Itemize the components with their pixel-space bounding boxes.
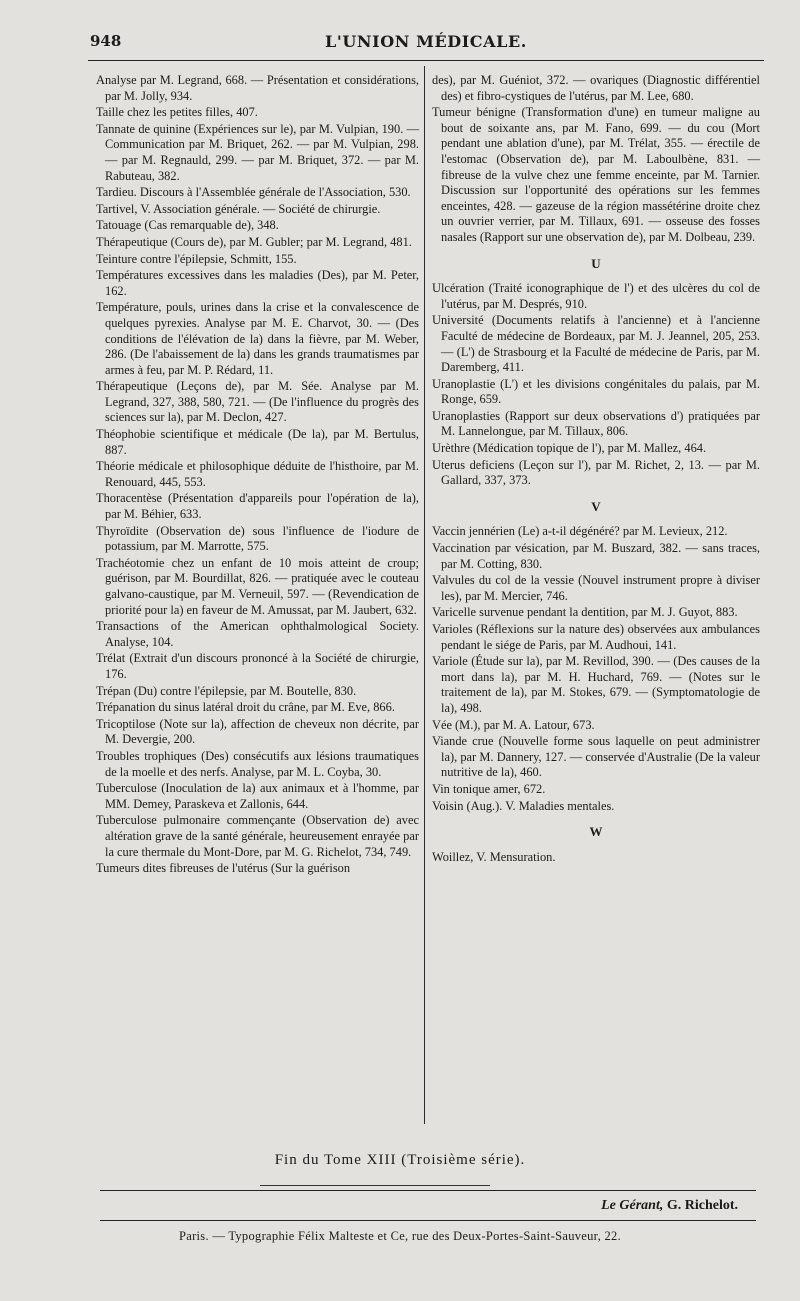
- index-entry: Thyroïdite (Observation de) sous l'influence de l'iodure de potassium, par M. Marrotte, 575.: [96, 523, 419, 554]
- index-entry: Trachéotomie chez un enfant de 10 mois atteint de croup; guérison, par M. Bourdillat, 826. — pratiquée avec le couteau galvano-caustique, par M. Verneuil, 597. — (Revendication de priorité pour la) en faveur de M. Amussat, par M. Jaubert, 632.: [96, 555, 419, 617]
- gerant-signature: [601, 1198, 738, 1214]
- index-entry: Tuberculose pulmonaire commençante (Observation de) avec altération grave de la santé générale, heureusement enrayée par la cure thermale du Mont-Dore, par M. G. Richelot, 734, 749.: [96, 813, 419, 859]
- index-entry: Tatouage (Cas remarquable de), 348.: [96, 218, 279, 233]
- index-entry: Températures excessives dans les maladies (Des), par M. Peter, 162.: [96, 268, 419, 298]
- index-entry: Université (Documents relatifs à l'ancienne) et à l'ancienne Faculté de médecine de Bordeaux, par M. J. Jeannel, 205, 253. — (L') de Strasbourg et la Faculté de médecine de Paris, par M. Daremberg, 411.: [432, 313, 760, 375]
- index-entry: Tardieu. Discours à l'Assemblée générale de l'Association, 530.: [96, 185, 411, 200]
- index-entry: Viande crue (Nouvelle forme sous laquelle on peut administrer la), par M. Dannery, 127. — conservée d'Australie (De la valeur nutritive de la), 460.: [432, 734, 760, 780]
- index-entry: Thoracentèse (Présentation d'appareils pour l'opération de la), par M. Béhier, 633.: [96, 491, 419, 522]
- index-entry: Voisin (Aug.). V. Maladies mentales.: [432, 798, 615, 813]
- index-entry: Thérapeutique (Cours de), par M. Gubler; par M. Legrand, 481.: [96, 234, 412, 249]
- printer-imprint: Paris. — Typographie Félix Malteste et Ce, rue des Deux-Portes-Saint-Sauveur, 22.: [178, 1229, 622, 1243]
- index-entry: Vin tonique amer, 672.: [432, 781, 546, 796]
- index-entry: Tumeurs dites fibreuses de l'utérus (Sur la guérison: [96, 861, 351, 876]
- index-entry: Transactions of the American ophthalmological Society. Analyse, 104.: [96, 619, 419, 649]
- index-entry: Vaccin jennérien (Le) a-t-il dégénéré? par M. Levieux, 212.: [432, 524, 728, 539]
- index-entry: Trépan (Du) contre l'épilepsie, par M. Boutelle, 830.: [96, 683, 357, 698]
- index-entry: Uterus deficiens (Leçon sur l'), par M. Richet, 2, 13. — par M. Gallard, 337, 373.: [432, 457, 760, 488]
- index-entry: Varioles (Réflexions sur la nature des) observées aux ambulances pendant le siége de Paris, par M. Audhoui, 141.: [432, 622, 760, 652]
- section-letter-w: W: [589, 824, 603, 840]
- index-entry: Varicelle survenue pendant la dentition, par M. J. Guyot, 883.: [432, 605, 738, 620]
- gerant-name: G. Richelot.: [666, 1198, 738, 1213]
- gerant-label: Le Gérant,: [601, 1198, 664, 1213]
- section-letter-u: U: [591, 255, 601, 271]
- index-entry: Trélat (Extrait d'un discours prononcé à la Société de chirurgie, 176.: [96, 651, 419, 681]
- end-of-volume-line: Fin du Tome XIII (Troisième série).: [274, 1152, 526, 1168]
- index-entry: Valvules du col de la vessie (Nouvel instrument propre à diviser les), par M. Mercier, 746.: [432, 573, 760, 603]
- index-entry: Vaccination par vésication, par M. Buszard, 382. — sans traces, par M. Cotting, 830.: [432, 541, 760, 571]
- short-rule: [260, 1185, 490, 1186]
- index-entry: Teinture contre l'épilepsie, Schmitt, 155.: [96, 251, 297, 266]
- index-entry: Tartivel, V. Association générale. — Société de chirurgie.: [96, 201, 381, 216]
- index-entry: Woillez, V. Mensuration.: [432, 849, 556, 864]
- index-entry: Température, pouls, urines dans la crise et la convalescence de quelques pyrexies. Analyse par M. E. Charvot, 30. — (Des conditions de l'élévation de la) dans la fièvre, par M. Weber, 286. (De l'abaissement de la) dans les grands traumatismes par armes à feu, par M. P. Rédard, 11.: [96, 300, 419, 377]
- index-entry: Tumeur bénigne (Transformation d'une) en tumeur maligne au bout de soixante ans, par M. Fano, 699. — du cou (Mort pendant une ablation d'une), par M. Trélat, 355. — érectile de l'estomac (Observation de), par M. Laboulbène, 831. — fibreuse de la vulve chez une femme enceinte, par M. Tarnier. Discussion sur l'opportunité des opérations sur les femmes enceintes, 428. — gazeuse de la région massétérine droite chez un ouvrier verrier, par M. Tillaux, 691. — osseuse des fosses nasales (Rapport sur une observation de), par M. Dolbeau, 239.: [432, 105, 760, 244]
- index-entry: Troubles trophiques (Des) consécutifs aux lésions traumatiques de la moelle et des nerfs. Analyse, par M. L. Coyba, 30.: [96, 748, 419, 779]
- index-entry: Analyse par M. Legrand, 668. — Présentation et considérations, par M. Jolly, 934.: [96, 73, 419, 103]
- index-entry: Tricoptilose (Note sur la), affection de cheveux non décrite, par M. Devergie, 200.: [96, 716, 419, 747]
- page-header: [90, 32, 762, 56]
- left-column: [96, 73, 419, 878]
- index-entry: Variole (Étude sur la), par M. Revillod, 390. — (Des causes de la mort dans la), par M. H. Huchard, 769. — (Notes sur le traitement de la), par M. Stokes, 679. — (Symptomatologie de la), 498.: [432, 654, 760, 715]
- index-entry: Thérapeutique (Leçons de), par M. Sée. Analyse par M. Legrand, 327, 388, 580, 721. — (De l'influence du progrès des sciences sur la), par M. Declon, 427.: [96, 379, 419, 425]
- index-entry: Tuberculose (Inoculation de la) aux animaux et à l'homme, par MM. Demey, Paraskeva et Zallonis, 644.: [96, 781, 419, 811]
- page-number: 948: [90, 32, 122, 50]
- index-entry: Théorie médicale et philosophique déduite de l'histhoire, par M. Renouard, 445, 553.: [96, 459, 419, 489]
- index-entry: Trépanation du sinus latéral droit du crâne, par M. Eve, 866.: [96, 700, 395, 715]
- section-letter-v: V: [591, 498, 601, 514]
- index-entry: Vée (M.), par M. A. Latour, 673.: [432, 717, 595, 732]
- index-entry: des), par M. Guéniot, 372. — ovariques (Diagnostic différentiel des) et fibro-cystiques de l'utérus, par M. Lee, 680.: [432, 73, 760, 103]
- index-entry: Urèthre (Médication topique de l'), par M. Mallez, 464.: [432, 441, 707, 456]
- right-column: [432, 73, 760, 866]
- journal-title: L'UNION MÉDICALE.: [325, 32, 527, 51]
- index-entry: Ulcération (Traité iconographique de l') et des ulcères du col de l'utérus, par M. Després, 910.: [432, 281, 760, 311]
- index-entry: Théophobie scientifique et médicale (De la), par M. Bertulus, 887.: [96, 427, 419, 457]
- index-entry: Uranoplastie (L') et les divisions congénitales du palais, par M. Ronge, 659.: [432, 376, 760, 407]
- footer-rule-top: [100, 1190, 756, 1191]
- index-entry: Taille chez les petites filles, 407.: [96, 105, 258, 120]
- footer-rule-bottom: [100, 1220, 756, 1221]
- header-rule: [88, 60, 764, 61]
- index-entry: Uranoplasties (Rapport sur deux observations d') pratiquées par M. Lannelongue, par M. Tillaux, 806.: [432, 408, 760, 439]
- index-entry: Tannate de quinine (Expériences sur le), par M. Vulpian, 190. — Communication par M. Briquet, 262. — par M. Vulpian, 298. — par M. Regnauld, 299. — par M. Briquet, 372. — par M. Rabuteau, 382.: [96, 121, 419, 183]
- column-divider: [424, 66, 425, 1124]
